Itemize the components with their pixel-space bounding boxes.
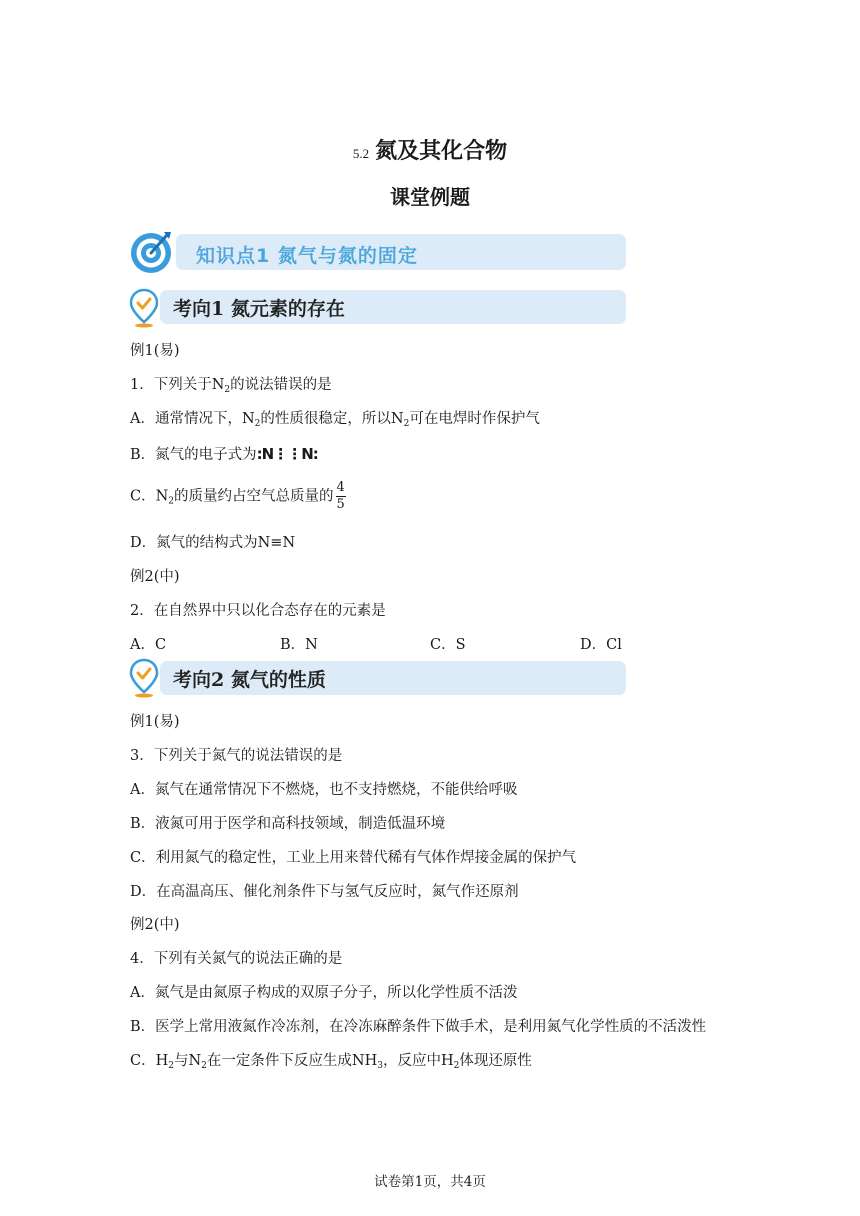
- question-1-option-c: C．$N_2$的质量约占空气总质量的 $\frac{4}{5}$: [130, 480, 345, 512]
- question-4-stem: 4．下列有关氮气的说法正确的是: [130, 951, 343, 967]
- section-number: 5.2: [352, 146, 370, 161]
- example-label: 例2(中): [130, 917, 180, 933]
- question-4-option-c: C．$H_2$与$N_2$在一定条件下反应生成$NH_3$，反应中$H_2$体现还原性: [130, 1053, 532, 1071]
- question-2-option-c: C．S: [430, 637, 466, 653]
- question-3-option-c: C．利用氮气的稳定性，工业上用来替代稀有气体作焊接金属的保护气: [130, 850, 577, 866]
- question-2-option-b: B．N: [280, 637, 318, 653]
- page-title: [0, 134, 860, 165]
- question-3-stem: 3．下列关于氮气的说法错误的是: [130, 748, 343, 764]
- example-label: 例1(易): [130, 343, 180, 359]
- page-subtitle: 课堂例题: [390, 185, 470, 209]
- question-1-option-b: B．氮气的电子式为:N⋮⋮N:: [130, 445, 318, 463]
- target-icon: [129, 229, 175, 275]
- topic1-title: 考向1 氮元素的存在: [173, 298, 345, 320]
- topic2-title: 考向2 氮气的性质: [173, 669, 326, 691]
- electron-formula: :N⋮⋮N:: [256, 445, 318, 463]
- question-4-option-a: A．氮气是由氮原子构成的双原子分子，所以化学性质不活泼: [130, 985, 518, 1001]
- question-1-stem: 1．下列关于$N_2$的说法错误的是: [130, 377, 332, 395]
- question-3-option-d: D．在高温高压、催化剂条件下与氢气反应时，氮气作还原剂: [130, 884, 519, 900]
- title-text: 氮及其化合物: [375, 138, 508, 164]
- question-3-option-a: A．氮气在通常情况下不燃烧，也不支持燃烧，不能供给呼吸: [130, 782, 518, 798]
- knowledge-point-title: 知识点1 氮气与氮的固定: [196, 245, 418, 267]
- question-4-option-b: B．医学上常用液氮作冷冻剂，在冷冻麻醉条件下做手术，是利用氮气化学性质的不活泼性: [130, 1019, 707, 1035]
- question-1-option-d: D．氮气的结构式为N≡N: [130, 535, 296, 551]
- fraction: $\frac{4}{5}$: [336, 480, 345, 512]
- question-2-option-d: D．Cl: [580, 637, 622, 653]
- example-label: 例2(中): [130, 569, 180, 585]
- question-2-option-a: A．C: [130, 637, 167, 653]
- location-check-icon: [129, 658, 159, 698]
- page-footer: 试卷第1页，共4页: [374, 1174, 486, 1190]
- question-1-option-a: A．通常情况下，$N_2$的性质很稳定，所以$N_2$可在电焊时作保护气: [130, 411, 540, 429]
- example-label: 例1(易): [130, 714, 180, 730]
- question-2-stem: 2．在自然界中只以化合态存在的元素是: [130, 603, 386, 619]
- location-check-icon: [129, 288, 159, 328]
- question-3-option-b: B．液氮可用于医学和高科技领域，制造低温环境: [130, 816, 446, 832]
